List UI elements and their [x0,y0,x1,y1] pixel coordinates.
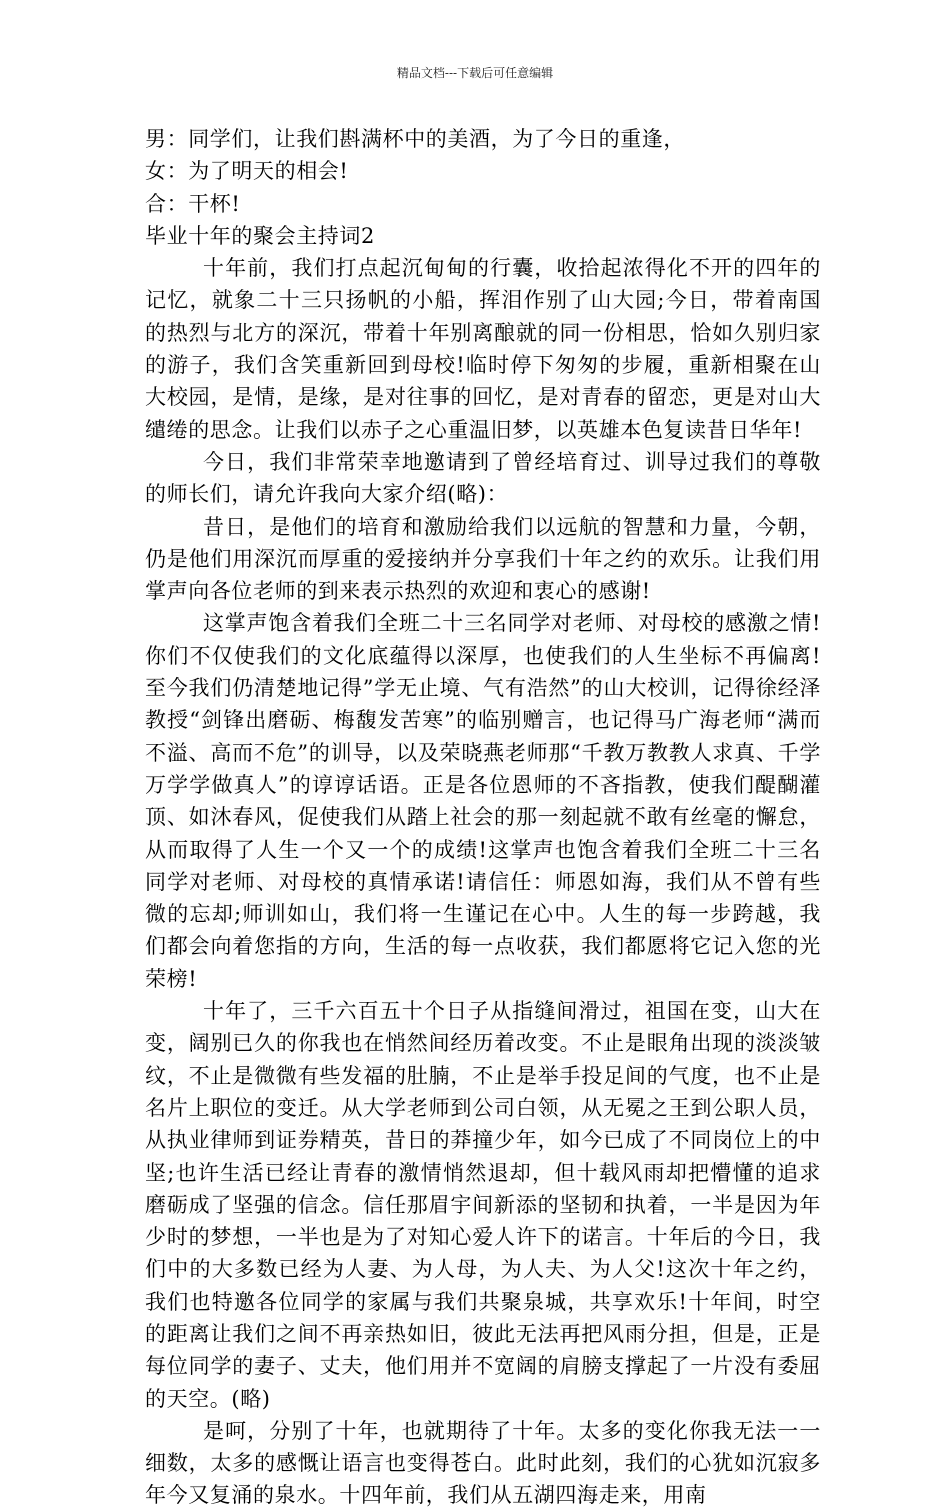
paragraph-applause-gratitude: 这掌声饱含着我们全班二十三名同学对老师、对母校的感激之情!你们不仅使我们的文化底蕴得以深厚，也使我们的人生坐标不再偏离!至今我们仍清楚地记得”学无止境、气有浩然”的山大校训，记得徐经泽教授“剑锋出磨砺、梅馥发苦寒”的临别赠言，也记得马广海老师“满而不溢、高而不危”的训导，以及荣晓燕老师那“千教万教教人求真、千学万学学做真人”的谆谆话语。正是各位恩师的不吝指教，使我们醍醐灌顶、如沐春风，促使我们从踏上社会的那一刻起就不敢有丝毫的懈怠，从而取得了人生一个又一个的成绩!这掌声也饱含着我们全班二十三名同学对老师、对母校的真情承诺!请信任：师恩如海，我们从不曾有些微的忘却;师训如山，我们将一生谨记在心中。人生的每一步跨越，我们都会向着您指的方向，生活的每一点收获，我们都愿将它记入您的光荣榜! [145,611,821,991]
paragraph-ten-years-ago: 十年前，我们打点起沉甸甸的行囊，收拾起浓得化不开的四年的记忆，就象二十三只扬帆的小船，挥泪作别了山大园;今日，带着南国的热烈与北方的深沉，带着十年别离酿就的同一份相思，恰如久别归家的游子，我们含笑重新回到母校!临时停下匆匆的步履，重新相聚在山大校园，是情，是缘，是对往事的回忆，是对青春的留恋，更是对山大缱绻的思念。让我们以赤子之心重温旧梦，以英雄本色复读昔日华年! [145,256,821,442]
paragraph-invited-teachers: 今日，我们非常荣幸地邀请到了曾经培育过、训导过我们的尊敬的师长们，请允许我向大家介绍(略)： [145,449,821,507]
dialogue-line-together: 合：干杯! [145,191,241,216]
paragraph-waiting-ten-years: 是呵，分别了十年，也就期待了十年。太多的变化你我无法一一细数，太多的感慨让语言也变得苍白。此时此刻，我们的心犹如沉寂多年今又复涌的泉水。十四年前，我们从五湖四海走来，用南 [145,1418,821,1508]
paragraph-teachers-welcome: 昔日，是他们的培育和激励给我们以远航的智慧和力量，今朝，仍是他们用深沉而厚重的爱接纳并分享我们十年之约的欢乐。让我们用掌声向各位老师的到来表示热烈的欢迎和衷心的感谢! [145,514,821,604]
dialogue-line-male: 男：同学们，让我们斟满杯中的美酒，为了今日的重逢， [145,127,685,151]
section-title: 毕业十年的聚会主持词2 [145,223,375,248]
document-body [145,123,821,1512]
paragraph-ten-years-change: 十年了，三千六百五十个日子从指缝间滑过，祖国在变，山大在变，阔别已久的你我也在悄然间经历着改变。不止是眼角出现的淡淡皱纹，不止是微微有些发福的肚腩，不止是举手投足间的气度，也不止是名片上职位的变迁。从大学老师到公司白领，从无冕之王到公职人员，从执业律师到证券精英，昔日的莽撞少年，如今已成了不同岗位上的中坚;也许生活已经让青春的激情悄然退却，但十载风雨却把懵懂的追求磨砺成了坚强的信念。信任那眉宇间新添的坚韧和执着，一半是因为年少时的梦想，一半也是为了对知心爱人许下的诺言。十年后的今日，我们中的大多数已经为人妻、为人母，为人夫、为人父!这次十年之约，我们也特邀各位同学的家属与我们共聚泉城，共享欢乐!十年间，时空的距离让我们之间不再亲热如旧，彼此无法再把风雨分担，但是，正是每位同学的妻子、丈夫，他们用并不宽阔的肩膀支撑起了一片没有委屈的天空。(略) [145,999,821,1411]
dialogue-line-female: 女：为了明天的相会! [145,159,349,184]
page-header-note: 精品文档---下载后可任意编辑 [396,66,554,80]
